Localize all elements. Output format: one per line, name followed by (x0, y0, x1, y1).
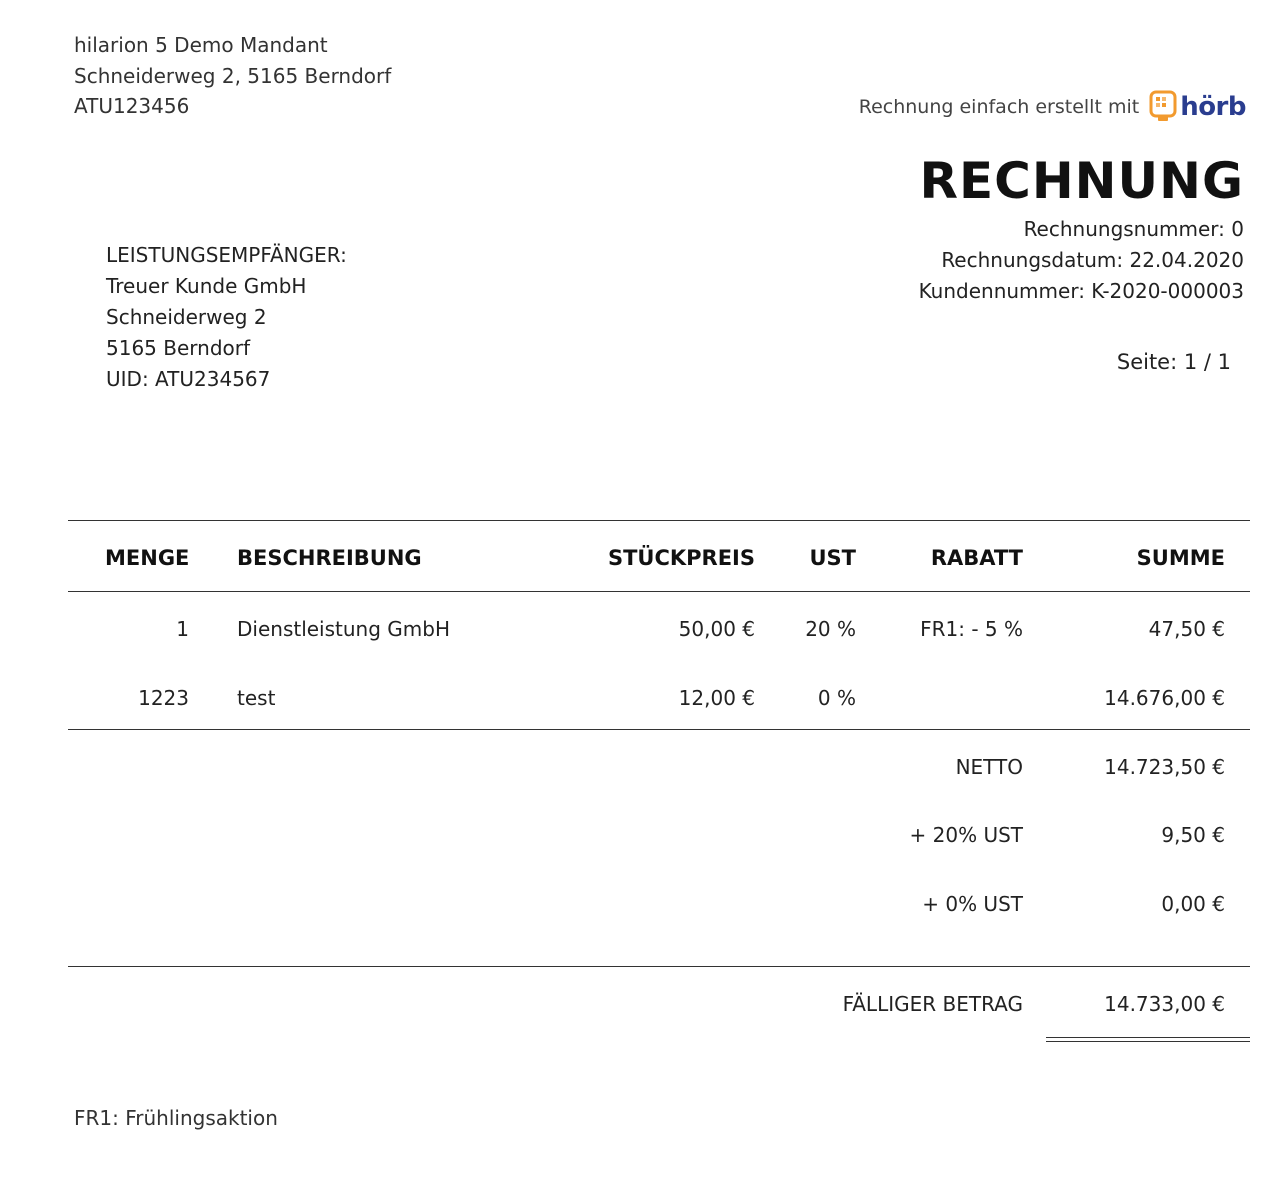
hoerb-logo-icon (1149, 90, 1177, 124)
sender-street: Schneiderweg 2, 5165 Berndorf (74, 63, 392, 88)
recipient-address (106, 240, 347, 395)
row-sum: 47,50 € (1148, 617, 1225, 641)
row-unit-price: 12,00 € (678, 686, 755, 710)
invoice-date: Rechnungsdatum: 22.04.2020 (941, 248, 1244, 272)
sender-vat-id: ATU123456 (74, 94, 190, 118)
net-value: 14.723,50 € (1104, 755, 1225, 779)
net-label: NETTO (955, 755, 1023, 779)
row-sum: 14.676,00 € (1104, 686, 1225, 710)
hoerb-logo (1149, 90, 1246, 124)
recipient-street: Schneiderweg 2 (106, 305, 267, 329)
recipient-name: Treuer Kunde GmbH (106, 274, 307, 298)
col-header-vat: UST (809, 546, 856, 570)
recipient-uid: UID: ATU234567 (106, 367, 271, 391)
recipient-city: 5165 Berndorf (106, 336, 251, 360)
row-vat: 0 % (817, 686, 856, 710)
brand-tagline: Rechnung einfach erstellt mit (858, 96, 1140, 118)
invoice-meta (919, 214, 1244, 307)
row-vat: 20 % (805, 617, 856, 641)
items-bottom-rule (68, 729, 1250, 730)
amount-due-label: FÄLLIGER BETRAG (842, 992, 1023, 1016)
totals-rule (68, 966, 1250, 967)
customer-number: Kundennummer: K-2020-000003 (918, 279, 1244, 303)
col-header-quantity: MENGE (105, 546, 190, 570)
vat20-label: + 20% UST (909, 823, 1023, 847)
discount-footnote: FR1: Frühlingsaktion (74, 1106, 278, 1130)
col-header-discount: RABATT (930, 546, 1023, 570)
brand-footer (859, 90, 1246, 124)
row-discount: FR1: - 5 % (920, 617, 1023, 641)
row-description: Dienstleistung GmbH (237, 617, 450, 641)
double-underline (1046, 1037, 1250, 1042)
sender-address (74, 30, 391, 122)
col-header-unit-price: STÜCKPREIS (607, 546, 755, 570)
vat0-label: + 0% UST (922, 892, 1023, 916)
vat20-value: 9,50 € (1161, 823, 1225, 847)
sender-name: hilarion 5 Demo Mandant (74, 33, 328, 57)
table-top-rule (68, 520, 1250, 521)
amount-due-value: 14.733,00 € (1104, 992, 1225, 1016)
row-description: test (237, 686, 276, 710)
col-header-sum: SUMME (1136, 546, 1225, 570)
recipient-label: LEISTUNGSEMPFÄNGER: (106, 243, 347, 267)
row-unit-price: 50,00 € (678, 617, 755, 641)
row-quantity: 1 (176, 617, 189, 641)
invoice-number: Rechnungsnummer: 0 (1023, 217, 1244, 241)
header-bottom-rule (68, 591, 1250, 592)
row-quantity: 1223 (138, 686, 189, 710)
invoice-title: RECHNUNG (919, 152, 1244, 210)
col-header-description: BESCHREIBUNG (237, 546, 422, 570)
hoerb-logo-wordmark: hörb (1180, 92, 1246, 122)
page-number: Seite: 1 / 1 (1116, 350, 1231, 374)
vat0-value: 0,00 € (1161, 892, 1225, 916)
